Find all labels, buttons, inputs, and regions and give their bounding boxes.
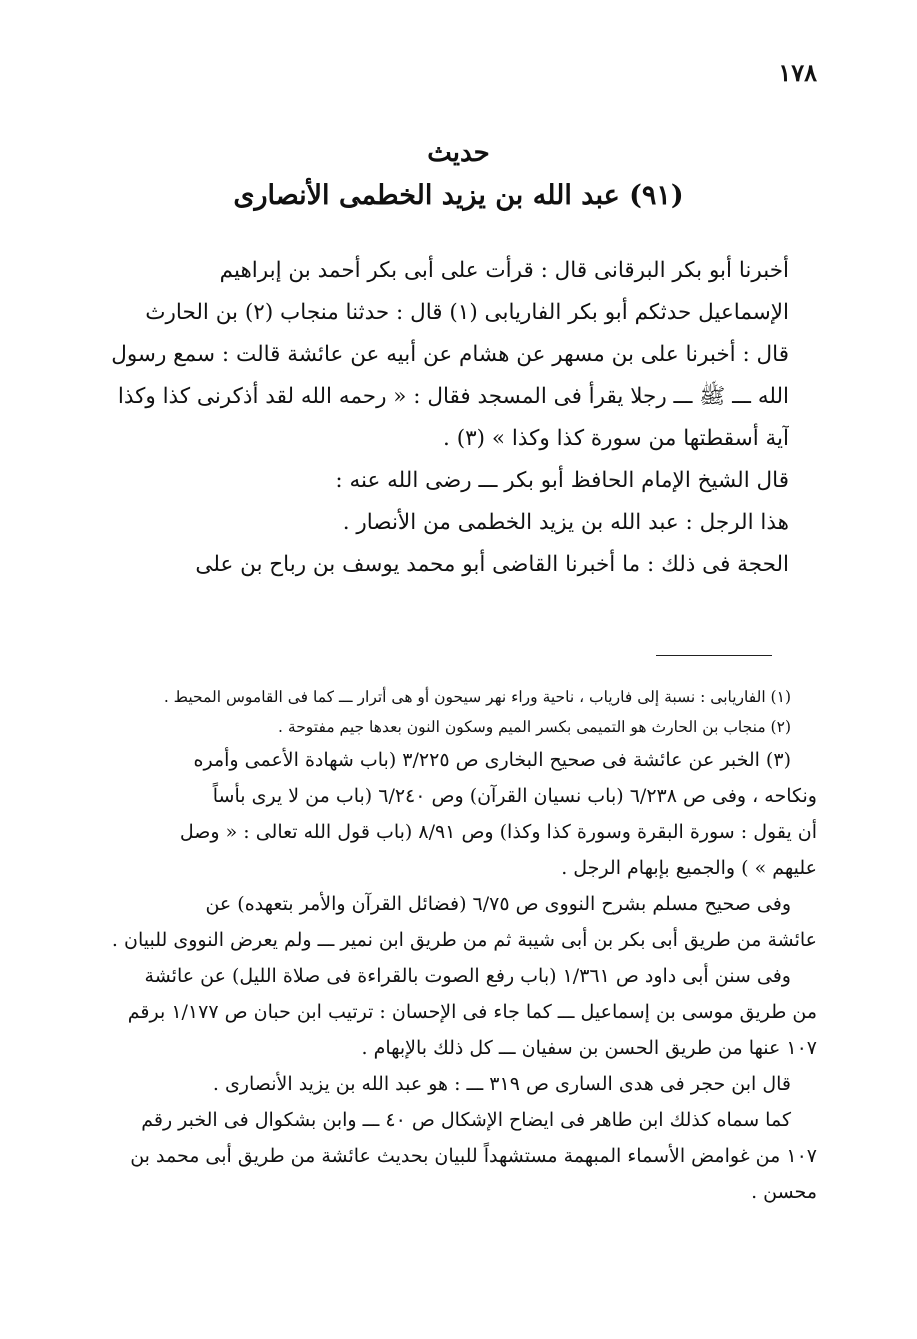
hadith-line: آية أسقطتها من سورة كذا وكذا » (٣) . [443,426,789,451]
footnote-line: أن يقول : سورة البقرة وسورة كذا وكذا) وص ٨/٩١ (باب قول الله تعالى : « وصل [179,821,817,843]
footnote-line: عليهم » ) والجميع بإبهام الرجل . [561,857,817,879]
footnote-divider [656,655,772,656]
footnote-line: قال ابن حجر فى هدى السارى ص ٣١٩ ـــ : هو عبد الله بن يزيد الأنصارى . [212,1073,791,1095]
page-number: ١٧٨ [778,58,817,87]
footnotes [108,682,817,1210]
hadith-paragraph [108,250,817,460]
hadith-line: الإسماعيل حدثكم أبو بكر الفاريابى (١) قال : حدثنا منجاب (٢) بن الحارث [145,300,789,325]
footnote-line: ونكاحه ، وفى ص ٦/٢٣٨ (باب نسيان القرآن) وص ٦/٢٤٠ (باب من لا يرى بأساً [212,785,817,807]
footnote-line: وفى سنن أبى داود ص ١/٣٦١ (باب رفع الصوت بالقراءة فى صلاة الليل) عن عائشة [144,965,791,987]
footnote-closing [108,1102,817,1210]
narrator-title: (٩١) عبد الله بن يزيد الخطمى الأنصارى [233,180,684,211]
footnote-abudawud [108,958,817,1066]
footnote-line: كما سماه كذلك ابن طاهر فى ايضاح الإشكال ص ٤٠ ـــ وابن بشكوال فى الخبر رقم [141,1109,791,1131]
footnote-line: من طريق موسى بن إسماعيل ـــ كما جاء فى الإحسان : ترتيب ابن حبان ص ١/١٧٧ برقم [127,1001,817,1023]
footnote-line: (١) الفاريابى : نسبة إلى فارياب ، ناحية وراء نهر سيحون أو هى أترار ـــ كما فى القاموس المحيط . [163,688,791,706]
proof-statement: الحجة فى ذلك : ما أخبرنا القاضى أبو محمد يوسف بن رباح بن على [195,552,789,577]
footnote-line: ١٠٧ عنها من طريق الحسن بن سفيان ـــ كل ذلك بالإبهام . [361,1037,817,1059]
footnote-2 [108,712,817,742]
footnote-line: (٢) منجاب بن الحارث هو التميمى بكسر الميم وسكون النون بعدها جيم مفتوحة . [278,718,791,736]
hadith-line: قال : أخبرنا على بن مسهر عن هشام عن أبيه عن عائشة قالت : سمع رسول [111,342,789,367]
section-title: حديث [427,138,490,168]
hadith-line: الله ـــ ﷺ ـــ رجلا يقرأ فى المسجد فقال : « رحمه الله لقد أذكرنى كذا وكذا [117,384,789,409]
footnote-line: وفى صحيح مسلم بشرح النووى ص ٦/٧٥ (فضائل القرآن والأمر بتعهده) عن [205,893,791,915]
footnote-ibnhajar [108,1066,817,1102]
footnote-3 [108,742,817,886]
footnote-1 [108,682,817,712]
sheikh-statement: قال الشيخ الإمام الحافظ أبو بكر ـــ رضى الله عنه : [335,468,789,493]
footnote-line: (٣) الخبر عن عائشة فى صحيح البخارى ص ٣/٢٢٥ (باب شهادة الأعمى وأمره [193,749,791,771]
footnote-muslim [108,886,817,958]
main-text [108,250,817,586]
footnote-line: عائشة من طريق أبى بكر بن أبى شيبة ثم من طريق ابن نمير ـــ ولم يعرض النووى للبيان . [111,929,817,951]
man-identification: هذا الرجل : عبد الله بن يزيد الخطمى من الأنصار . [342,510,789,535]
hadith-line: أخبرنا أبو بكر البرقانى قال : قرأت على أبى بكر أحمد بن إبراهيم [219,258,789,283]
footnote-line: محسن . [751,1181,817,1203]
footnote-line: ١٠٧ من غوامض الأسماء المبهمة مستشهداً للبيان بحديث عائشة من طريق أبى محمد بن [130,1145,817,1167]
